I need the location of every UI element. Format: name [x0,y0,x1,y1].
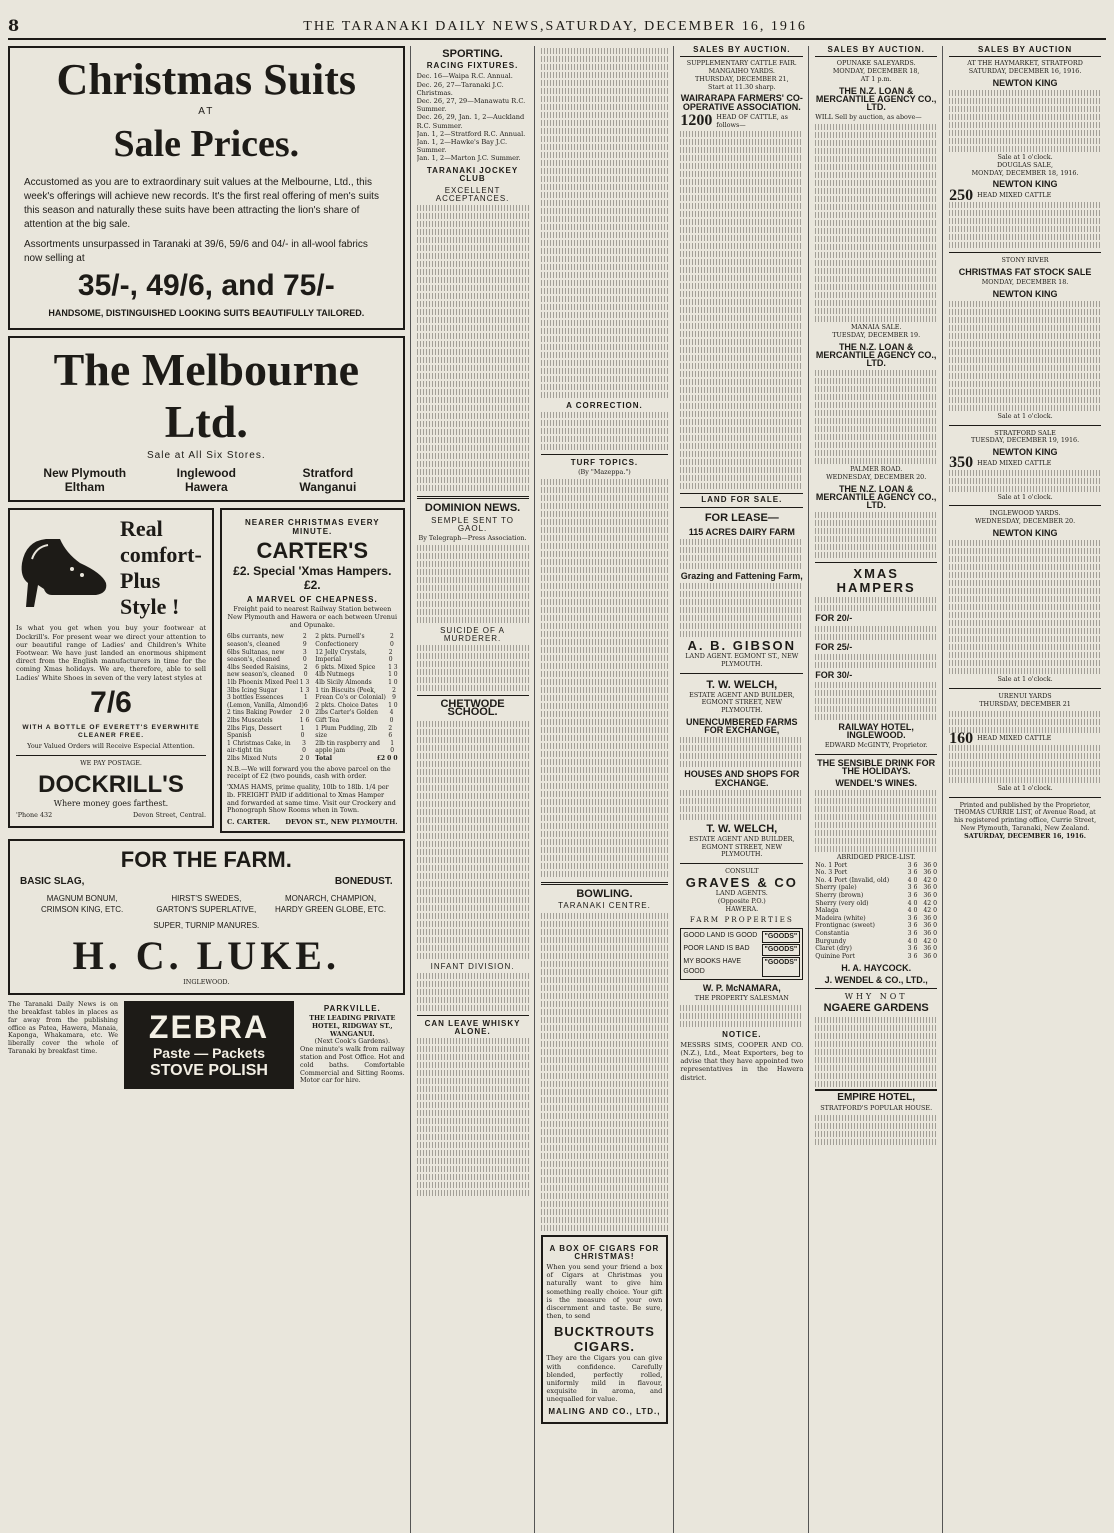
empire-hotel: EMPIRE HOTEL, [837,1091,916,1103]
saturday-date: SATURDAY, DECEMBER 16, 1916. [968,67,1082,75]
wine-price-list [815,862,937,961]
wairarapa-firm: WAIRARAPA FARMERS' CO-OPERATIVE ASSOCIATION. [680,93,803,112]
opunake: OPUNAKE SALEYARDS. [836,59,916,68]
mcnamara-name: W. P. McNAMARA, [702,982,781,993]
at-pm: AT 1 p.m. [860,74,892,83]
dockrill-body: Is what you get when you buy your footwear at Dockrill's. For present wear we direct your attention to our beautiful range of Ladies' and Children's White Footwear. We have just landed an enormous shipment direct from the English manufacturers in time for the coming Xmas holidays. We are, therefore, able to sell Ladies' White Shoes in seven of the very latest styles at [16,624,206,682]
cattle-350: 350 [949,454,974,472]
footer-date: SATURDAY, DECEMBER 16, 1916. [964,831,1086,840]
dockrill-postage: WE PAY POSTAGE. [80,759,142,768]
welch-sub: ESTATE AGENT AND BUILDER, EGMONT STREET, NEW PLYMOUTH. [689,690,795,715]
acceptances-heading: EXCELLENT ACCEPTANCES. [435,186,510,204]
dairy-farm: 115 ACRES DAIRY FARM [688,526,795,537]
seed-item: CRIMSON KING, ETC. [40,905,124,915]
sale-prices-headline: Sale Prices. [113,123,300,166]
hamper-item: 2 pkts. Purnell's Confectionery 2 0 [315,633,394,648]
turf-byline: (By "Mazeppa.") [578,468,631,477]
at-label: AT [198,106,215,117]
cattle-label: HEAD OF CATTLE, as follows— [716,112,788,129]
parkville-line1: THE LEADING PRIVATE HOTEL, RIDGWAY ST., WANGANUI. [309,1014,396,1038]
carter-hams: 'XMAS HAMS, prime quality, 10lb to 18lb. 1/4 per lb. FREIGHT PAID if additional to Xmas Hamper and forwarded at same time. Visit our Crockery and Phonograph Show Rooms when in Town. [227,783,396,815]
hawera-label: HAWERA. [725,904,759,913]
land-agents-label: LAND AGENTS. [715,888,768,897]
cattle-350-label: HEAD MIXED CATTLE [977,458,1052,467]
wednesday: WEDNESDAY, DECEMBER 20. [826,473,927,481]
infant-heading: INFANT DIVISION. [430,961,515,971]
seed-list [20,893,393,915]
sale-time-5: Sale at 1 o'clock. [997,783,1053,792]
dockrill-motto: Where money goes farthest. [53,798,169,808]
semple-heading: SEMPLE SENT TO GAOL. [431,515,515,533]
cigars-ad [541,1235,669,1424]
racing-fixtures-heading: RACING FIXTURES. [426,61,519,71]
start-time: Start at 11.30 sharp. [708,82,776,91]
seed-item: MONARCH, CHAMPION, [284,894,377,904]
melbourne-brand: The Melbourne Ltd. [53,344,359,448]
left-ad-stack [8,508,214,839]
carter-offer: £2. Special 'Xmas Hampers. £2. [233,563,392,592]
parkville-body: One minute's walk from railway station and Post Office. Hot and cold baths. Comfortable Commercial and Sitting Rooms. Motor car for hire. [300,1045,405,1085]
carter-signature: C. CARTER. [227,818,271,827]
hamper-item: 3 bottles Essences (Lemon, Vanilla, Almond) 1 6 [227,694,308,709]
welch-name: T. W. WELCH, [706,678,778,691]
carter-signoff [227,818,398,826]
parkville-line2: (Next Cook's Gardens). [314,1037,390,1046]
wine-row: No. 1 Port 3 6 36 0 [815,861,938,869]
wine-row: Malaga 4 0 42 0 [815,907,938,915]
land-for-sale-heading: LAND FOR SALE. [680,493,803,507]
for-20: FOR 20/- [815,613,853,624]
turf-topics-heading: TURF TOPICS. [570,458,639,468]
seed-item: MAGNUM BONUM, [46,894,118,904]
houses-heading: HOUSES AND SHOPS FOR EXCHANGE. [684,769,800,788]
hamper-item: 6lbs Sultanas, new season's, cleaned 3 0 [227,648,307,664]
cattle-160: 160 [949,729,974,747]
stony-date: MONDAY, DECEMBER 18. [981,277,1069,286]
stratford-date: TUESDAY, DECEMBER 19, 1916. [970,436,1080,445]
page-number: 8 [8,16,21,35]
wine-row: Sherry (pale) 3 6 36 0 [815,884,938,892]
wine-row: Sherry (very old) 4 0 42 0 [815,899,938,907]
mcginty: EDWARD McGINTY, Proprietor. [824,741,928,750]
gibson-sub: LAND AGENT. EGMONT ST., NEW PLYMOUTH. [685,652,799,668]
dockrill-with-bottle: WITH A BOTTLE OF EVERETT'S EVERWHITE CLEANER FREE. [22,723,200,740]
hamper-item: 2lbs Muscatels 1 6 [227,716,310,724]
hamper-item: 4lb Sicily Almonds 1 0 [315,678,398,686]
hamper-item: 4lb Nutmegs 1 0 [315,671,398,679]
bucktrout-brand: BUCKTROUTS CIGARS. [553,1324,655,1355]
store-eltham: Eltham [64,480,105,495]
auction-column-2 [815,46,943,1533]
basic-slag: BASIC SLAG, [20,876,85,888]
fixture-item: Jan. 1, 2—Stratford R.C. Annual. [416,129,526,138]
palmer: PALMER ROAD. [850,465,903,474]
store-list [24,466,389,494]
will-sell: WILL Sell by auction, as above— [815,113,922,122]
douglas-sale: DOUGLAS SALE, [997,160,1054,169]
fixture-item: Dec. 26, 27, 29—Manawatu R.C. Summer. [416,97,526,114]
sensible-drink: THE SENSIBLE DRINK FOR THE HOLIDAYS. [817,758,936,777]
luke-items [20,875,393,889]
xmas-hampers-heading: XMAS HAMPERS [836,566,916,596]
bowling-heading: BOWLING. [576,888,633,901]
parkville-head: PARKVILLE. [323,1004,381,1014]
dockrill-address: Devon Street, Central. [132,810,206,819]
fixture-list [417,72,529,162]
sale-time-4: Sale at 1 o'clock. [997,675,1053,684]
cigars-title: A BOX OF CIGARS FOR CHRISTMAS! [549,1243,660,1261]
haycock: H. A. HAYCOCK. [841,963,912,974]
shoe-illustration-icon [16,523,112,613]
sale-time-2: Sale at 1 o'clock. [997,411,1053,420]
property-salesman: THE PROPERTY SALESMAN [694,993,789,1002]
newton-king-2: NEWTON KING [992,179,1058,190]
melbourne-tagline: HANDSOME, DISTINGUISHED LOOKING SUITS BEAUTIFULLY TAILORED. [48,308,365,319]
wine-row: Burgundy 4 0 42 0 [815,937,938,945]
farm-headline: FOR THE FARM. [120,847,292,873]
hamper-item: 1lb Phoenix Mixed Peel 1 3 [227,678,310,686]
hamper-item: 4lbs Seeded Raisins, new season's, cleaned 2 0 [227,663,308,679]
urenui-date: THURSDAY, DECEMBER 21 [979,699,1071,708]
lease-heading: FOR LEASE— [704,511,779,524]
carter-note: N.B.—We will forward you the above parcel on the receipt of £2 (two pounds, cash with order. [227,764,391,781]
newton-king-1: NEWTON KING [992,77,1058,88]
masthead [8,14,1106,40]
why-not: WHY NOT [844,991,908,1001]
seed-item: HARDY GREEN GLOBE, ETC. [275,905,386,915]
hamper-item: 6lbs currants, new season's, cleaned 2 9 [227,633,307,648]
grazing-farm: Grazing and Fattening Farm, [680,570,803,581]
newton-king-5: NEWTON KING [992,527,1058,538]
zebra-tag-paste: Paste — Packets [152,1045,266,1062]
wine-row: Quinine Port 3 6 36 0 [815,952,938,960]
carter-ad [220,508,405,833]
for-25: FOR 25/- [815,641,853,652]
hamper-item: 2lbs Figs, Dessert Spanish 1 0 [227,724,305,740]
melbourne-assortments: Assortments unsurpassed in Taranaki at 39/6, 59/6 and 04/- in all-wool fabrics now selling at [24,239,368,265]
empire-sub: STRATFORD'S POPULAR HOUSE. [820,1104,933,1113]
melbourne-ad [8,46,405,330]
unencumbered-heading: UNENCUMBERED FARMS FOR EXCHANGE, [686,716,798,736]
melbourne-brand-ad [8,336,405,502]
welch-sub-2: ESTATE AGENT AND BUILDER, EGMONT STREET, NEW PLYMOUTH. [689,834,795,859]
dockrill-contact [16,812,206,820]
urenui-yards: URENUI YARDS [998,691,1052,700]
plus-headline: Plus [120,568,161,594]
news-column-turf [541,46,675,1533]
by-telegraph: By Telegraph—Press Association. [418,534,527,543]
carter-marvel: A MARVEL OF CHEAPNESS. [246,594,378,604]
fixture-item: Jan. 1, 2—Marton J.C. Summer. [416,154,521,163]
hamper-item: 2lb tin raspberry and apple jam 1 0 [315,739,395,755]
fixture-item: Dec. 26, 29, Jan. 1, 2—Auckland R.C. Summer. [416,113,525,130]
hamper-item: 2 pkts. Choice Dates 1 0 [315,701,398,709]
store-wanganui: Wanganui [299,480,357,495]
wine-row: No. 3 Port 3 6 36 0 [815,869,938,877]
hamper-item: 2lbs Carter's Golden Gift Tea 4 0 [315,709,394,724]
col1-right-text [220,508,405,839]
suit-prices: 35/-, 49/6, and 75/- [77,269,335,303]
bonedust: BONEDUST. [334,876,393,888]
hamper-item: 6 pkts. Mixed Spice 1 3 [315,663,398,671]
taranaki-centre-heading: TARANAKI CENTRE. [558,901,651,911]
jockey-club-heading: TARANAKI JOCKEY CLUB [426,165,519,183]
haymarket: AT THE HAYMARKET, STRATFORD [967,59,1083,68]
comfort-headline: comfort- [120,542,202,568]
wine-row: Claret (dry) 3 6 36 0 [815,945,938,953]
ads-column [8,46,411,1533]
auction-column-1 [680,46,809,1533]
real-headline: Real [120,516,163,542]
inglewood-date: WEDNESDAY, DECEMBER 20. [974,517,1076,526]
notice-heading: NOTICE. [722,1029,762,1039]
stratford-sale: STRATFORD SALE [994,428,1056,437]
sales-heading-2: SALES BY AUCTION. [815,46,937,57]
dockrill-brand: DOCKRILL'S [38,770,184,798]
graves-name: GRAVES & CO [685,874,798,890]
seed-item: GARTON'S SUPERLATIVE, [156,905,257,915]
fixture-item: Dec. 16—Waipa R.C. Annual. [416,72,513,81]
wendel-wines: WENDEL'S WINES. [835,777,918,788]
dockrill-valued: Your Valued Orders will Receive Especial Attention. [27,742,195,751]
store-stratford: Stratford [302,466,354,481]
parkville-ad [300,1001,405,1089]
luke-town: INGLEWOOD. [183,978,230,987]
ngaere-gardens: NGAERE GARDENS [823,1001,929,1014]
sporting-heading: SPORTING. [442,48,503,60]
opposite-po: (Opposite P.O.) [717,896,766,905]
maling-name: MALING AND CO., LTD., [548,1406,661,1416]
stony-river: STONY RIVER [1001,255,1049,264]
cattle-160-label: HEAD MIXED CATTLE [977,733,1052,742]
masthead-title: THE TARANAKI DAILY NEWS,SATURDAY, DECEMBER 16, 1916 [303,19,807,34]
railway-hotel: RAILWAY HOTEL, INGLEWOOD. [838,722,914,741]
carter-address: DEVON ST., NEW PLYMOUTH. [285,818,398,827]
dockrill-phone: 'Phone 432 [16,810,53,819]
circulation-notice: The Taranaki Daily News is on the breakfast tables in places as far away from the publishing office as Patea, Hawera, Manaia, Kaponga, Whakamara, etc. We liberally cover the whole of Taranaki by breakfast time. [8,1000,118,1056]
news-column-sporting [417,46,535,1533]
luke-ad [8,839,405,995]
zebra-polish-ad [124,1001,294,1089]
cattle-count: 1200 [680,112,713,130]
carter-brand: CARTER'S [256,537,369,563]
inglewood-yards: INGLEWOOD YARDS. [989,509,1061,518]
goods-table: GOOD LAND IS GOOD "GOODS" POOR LAND IS BAD "GOODS" MY BOOKS HAVE GOOD "GOODS" [680,928,803,980]
cattle-250: 250 [949,186,974,204]
hamper-item: 12 Jelly Crystals, Imperial 2 0 [315,648,393,664]
auction-column-3 [949,46,1106,1533]
consult-label: CONSULT [725,867,759,876]
wine-row: No. 4 Port (Invalid, old) 4 0 42 0 [815,876,938,884]
correction-heading: A CORRECTION. [566,401,643,410]
sale-time-1: Sale at 1 o'clock. [997,153,1053,161]
newton-king-4: NEWTON KING [992,447,1058,458]
fixture-item: Jan. 1, 2—Hawke's Bay J.C. Summer. [416,138,508,155]
fixture-item: Dec. 26, 27—Taranaki J.C. Christmas. [416,80,504,97]
cattle-250-label: HEAD MIXED CATTLE [977,190,1052,199]
wine-row: Sherry (brown) 3 6 36 0 [815,892,938,899]
nz-loan-firm: THE N.Z. LOAN & MERCANTILE AGENCY CO., LTD. [815,85,937,112]
for-30: FOR 30/- [815,669,853,680]
sales-heading: SALES BY AUCTION. [680,46,803,57]
sales-heading-3: SALES BY AUCTION [949,46,1101,57]
hamper-items [227,633,398,762]
dockrill-price: 7/6 [90,685,132,719]
wendel-co: J. WENDEL & CO., LTD., [824,974,928,985]
zebra-tag-polish: STOVE POLISH [150,1062,268,1080]
wine-row: Constantia 3 6 36 0 [815,929,938,937]
seed-item: HIRST'S SWEDES, [171,894,242,904]
store-inglewood: Inglewood [176,466,236,481]
wine-row: Frontignac (sweet) 3 6 36 0 [815,922,938,930]
fat-stock: CHRISTMAS FAT STOCK SALE [958,266,1092,277]
zebra-brand: ZEBRA [148,1009,270,1046]
chetwode-heading: CHETWODE SCHOOL. [440,698,505,719]
sale-time-3: Sale at 1 o'clock. [997,492,1053,501]
store-hawera: Hawera [184,480,228,495]
christmas-suits-headline: Christmas Suits [56,55,357,104]
style-headline: Style ! [120,594,180,620]
store-new-plymouth: New Plymouth [43,466,127,481]
monday: MONDAY, DECEMBER 18, [832,67,920,75]
melbourne-stores-line: Sale at All Six Stores. [147,450,266,462]
gibson-name: A. B. GIBSON [687,638,797,653]
hamper-item: 1 tin Biscuits (Peek, Frean Co's or Colonial) 2 9 [315,686,396,702]
hamper-item: 3lbs Icing Sugar 1 3 [227,686,310,694]
whisky-heading: CAN LEAVE WHISKY ALONE. [424,1018,521,1037]
carter-banner: NEARER CHRISTMAS EVERY MINUTE. [245,518,380,536]
printer-imprint: Printed and published by the Proprietor, THOMAS CURRIE LIST, of Avenue Road, at his registered printing office, Currie Street, New Plymouth, Taranaki, New Zealand. [953,800,1097,832]
nz-loan-firm-2: THE N.Z. LOAN & MERCANTILE AGENCY CO., LTD. [815,341,937,368]
melbourne-intro: Accustomed as you are to extraordinary suit values at the Melbourne, Ltd., this week's offerings will achieve new records. It's the first real offering of men's suits this season and naturally these suits have been attracting the lion's share of attention at the big sale. [24,177,379,231]
newton-king-3: NEWTON KING [992,288,1058,299]
suicide-heading: SUICIDE OF A MURDERER. [440,625,505,644]
cigars-body: When you send your friend a box of Cigars at Christmas you naturally want to give him something really choice. Your gift is the measure of your own discernment and taste. Be sure, then, to send [546,1263,663,1321]
nz-loan-firm-3: THE N.Z. LOAN & MERCANTILE AGENCY CO., LTD. [815,483,937,511]
mangaiho: MANGAIHO YARDS. [708,67,775,75]
dockrill-ad [8,508,214,827]
sims-notice: MESSRS SIMS, COOPER AND CO. (N.Z.), Ltd., Meat Exporters, beg to advise that they have appointed two representatives in the Hawera district. [680,1040,804,1082]
hamper-total: Total £2 0 0 [315,754,398,762]
tuesday: TUESDAY, DECEMBER 19. [832,330,921,339]
thursday: THURSDAY, DECEMBER 21, [695,74,789,83]
carter-freight: Freight paid to nearest Railway Station between New Plymouth and Hawera or each between Urenui and Opunake. [227,605,398,629]
bottom-ads [8,1001,405,1089]
hamper-item: 1 Christmas Cake, in air-tight tin 3 0 [227,739,306,755]
welch-name-2: T. W. WELCH, [706,822,778,835]
seed-item: SUPER, TURNIP MANURES. [153,921,260,931]
wine-row: Madeira (white) 3 6 36 0 [815,914,938,922]
hamper-item: 1 Plum Pudding, 2lb size 2 6 [315,724,393,740]
supp-cattle: SUPPLEMENTARY CATTLE FAIR. [686,59,797,68]
luke-brand: H. C. LUKE. [72,933,340,979]
bucktrout-body: They are the Cigars you can give with confidence. Carefully blended, perfectly rolled, uniformly mild in flavour, exquisite in aroma, and unequalled for value. [546,1354,663,1404]
farm-properties: FARM PROPERTIES [689,915,794,925]
douglas-date: MONDAY, DECEMBER 18, 1916. [971,168,1079,177]
hamper-item: 2 tins Baking Powder 2 0 [227,709,310,717]
hamper-item: 2lbs Mixed Nuts 2 0 [227,754,310,762]
abridged-heading: ABRIDGED PRICE-LIST. [836,852,916,861]
dominion-news-heading: DOMINION NEWS. [424,502,521,515]
manaia: MANAIA SALE. [850,323,902,331]
